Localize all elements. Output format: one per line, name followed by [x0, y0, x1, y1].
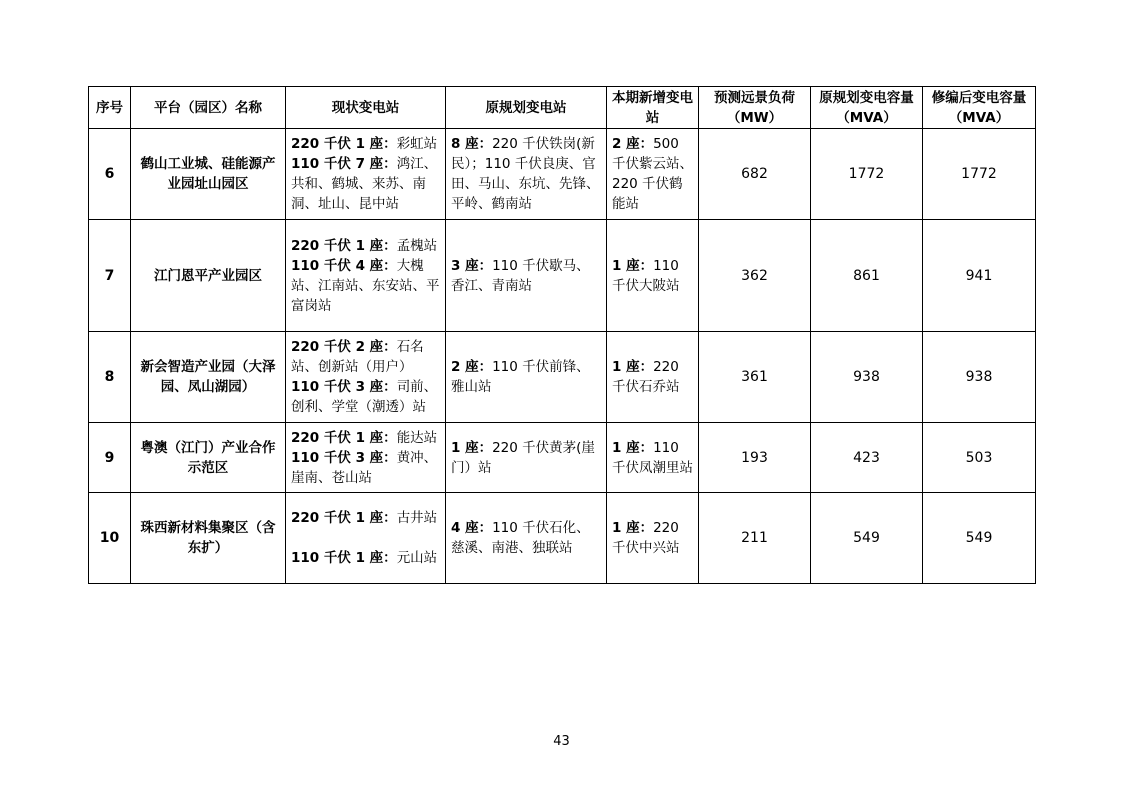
revised-capacity: 938 — [923, 332, 1036, 423]
existing-substations — [286, 220, 446, 332]
header-cell-name: 平台（园区）名称 — [131, 87, 286, 129]
planned-substations: 3 座：110 千伏歇马、香江、青南站 — [446, 220, 607, 332]
row-number: 8 — [89, 332, 131, 423]
new-substations: 1 座：220 千伏中兴站 — [607, 493, 699, 584]
platform-name: 江门恩平产业园区 — [131, 220, 286, 332]
platform-name: 粤澳（江门）产业合作示范区 — [131, 423, 286, 493]
header-cell-rev-capacity: 修编后变电容量（MVA） — [923, 87, 1036, 129]
revised-capacity: 549 — [923, 493, 1036, 584]
existing-110kv: 110 千伏 4 座：大槐站、江南站、东安站、平富岗站 — [291, 257, 440, 314]
forecast-load: 361 — [699, 332, 811, 423]
planned-substations: 8 座：220 千伏铁岗(新民）；110 千伏良庚、官田、马山、东坑、先锋、平岭、鹤南站 — [446, 129, 607, 220]
header-cell-no: 序号 — [89, 87, 131, 129]
table-row — [89, 423, 1036, 493]
planned-substations: 2 座：110 千伏前锋、雅山站 — [446, 332, 607, 423]
table-row — [89, 332, 1036, 423]
header-cell-planned: 原规划变电站 — [446, 87, 607, 129]
existing-110kv: 110 千伏 3 座：黄冲、崖南、苍山站 — [291, 449, 438, 486]
existing-220kv: 220 千伏 1 座：古井站 — [291, 510, 438, 526]
row-number: 9 — [89, 423, 131, 493]
existing-110kv: 110 千伏 1 座：元山站 — [291, 550, 438, 566]
header-cell-new: 本期新增变电站 — [607, 87, 699, 129]
existing-220kv: 220 千伏 1 座：能达站 — [291, 429, 438, 446]
new-substations: 1 座：110 千伏凤潮里站 — [607, 423, 699, 493]
revised-capacity: 503 — [923, 423, 1036, 493]
row-number: 10 — [89, 493, 131, 584]
header-cell-existing: 现状变电站 — [286, 87, 446, 129]
table-row — [89, 220, 1036, 332]
platform-name: 新会智造产业园（大泽园、凤山湖园） — [131, 332, 286, 423]
platform-name: 珠西新材料集聚区（含东扩） — [131, 493, 286, 584]
forecast-load: 362 — [699, 220, 811, 332]
row-number: 6 — [89, 129, 131, 220]
new-substations: 1 座：220 千伏石乔站 — [607, 332, 699, 423]
original-capacity: 549 — [811, 493, 923, 584]
page-number: 43 — [553, 734, 570, 749]
new-substations: 1 座：110 千伏大陂站 — [607, 220, 699, 332]
forecast-load: 682 — [699, 129, 811, 220]
data-table — [88, 86, 1036, 584]
existing-substations — [286, 332, 446, 423]
original-capacity: 861 — [811, 220, 923, 332]
existing-220kv: 220 千伏 1 座：孟槐站 — [291, 237, 438, 254]
table-row — [89, 493, 1036, 584]
forecast-load: 211 — [699, 493, 811, 584]
header-cell-orig-capacity: 原规划变电容量（MVA） — [811, 87, 923, 129]
existing-110kv: 110 千伏 3 座：司前、创利、学堂（潮透）站 — [291, 379, 438, 415]
original-capacity: 423 — [811, 423, 923, 493]
header-cell-load: 预测远景负荷（MW） — [699, 87, 811, 129]
existing-220kv: 220 千伏 2 座：石名站、创新站（用户） — [291, 339, 424, 375]
original-capacity: 1772 — [811, 129, 923, 220]
new-substations: 2 座：500 千伏紫云站、220 千伏鹤能站 — [607, 129, 699, 220]
existing-substations — [286, 423, 446, 493]
table-row — [89, 129, 1036, 220]
platform-name: 鹤山工业城、硅能源产业园址山园区 — [131, 129, 286, 220]
existing-substations — [286, 493, 446, 584]
row-number: 7 — [89, 220, 131, 332]
planned-substations: 1 座：220 千伏黄茅(崖门）站 — [446, 423, 607, 493]
line-spacer — [291, 528, 440, 548]
existing-110kv: 110 千伏 7 座：鸿江、共和、鹤城、来苏、南洞、址山、昆中站 — [291, 156, 438, 212]
revised-capacity: 941 — [923, 220, 1036, 332]
header-row — [89, 87, 1036, 129]
revised-capacity: 1772 — [923, 129, 1036, 220]
existing-substations — [286, 129, 446, 220]
existing-220kv: 220 千伏 1 座：彩虹站 — [291, 136, 438, 152]
original-capacity: 938 — [811, 332, 923, 423]
forecast-load: 193 — [699, 423, 811, 493]
planned-substations: 4 座：110 千伏石化、慈溪、南港、独联站 — [446, 493, 607, 584]
